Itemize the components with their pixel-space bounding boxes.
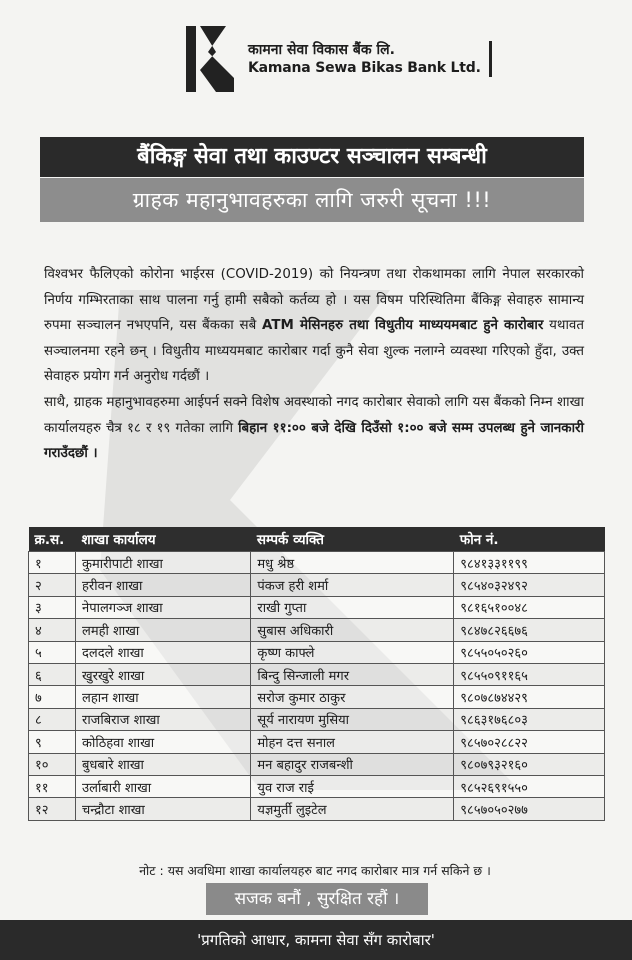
cell-contact: कृष्ण काफ्ले: [251, 641, 454, 663]
table-row: [29, 619, 605, 641]
cell-serial: ७: [29, 686, 76, 708]
cell-phone: ९८४१३३११९९: [454, 552, 605, 574]
cell-phone: ९८५५०९११६५: [454, 663, 605, 685]
cell-serial: २: [29, 574, 76, 596]
cell-contact: सुबास अधिकारी: [251, 619, 454, 641]
cell-branch: लहान शाखा: [76, 686, 251, 708]
cell-contact: सूर्य नारायण मुसिया: [251, 708, 454, 730]
cell-phone: ९८५७०२८८२२: [454, 731, 605, 753]
table-row: [29, 596, 605, 618]
cell-branch: कोठिहवा शाखा: [76, 731, 251, 753]
cell-serial: ५: [29, 641, 76, 663]
table-row: [29, 641, 605, 663]
cell-phone: ९८५४०३२४९२: [454, 574, 605, 596]
col-phone: फोन नं.: [454, 527, 605, 552]
cell-branch: नेपालगञ्ज शाखा: [76, 596, 251, 618]
cell-branch: राजबिराज शाखा: [76, 708, 251, 730]
cell-serial: ४: [29, 619, 76, 641]
cell-contact: सरोज कुमार ठाकुर: [251, 686, 454, 708]
cell-phone: ९८५५०५०२६०: [454, 641, 605, 663]
table-row: [29, 708, 605, 730]
cell-branch: लमही शाखा: [76, 619, 251, 641]
cell-serial: १२: [29, 798, 76, 820]
cell-phone: ९८५७०५०२७७: [454, 798, 605, 820]
notice-highlight-atm: ATM मेसिनहरु तथा विधुतीय माध्ययमबाट हुने कारोबार: [262, 318, 544, 334]
cell-phone: ९८०७८७४४२९: [454, 686, 605, 708]
cell-branch: हरीवन शाखा: [76, 574, 251, 596]
notice-title: बैंकिङ्ग सेवा तथा काउण्टर सञ्चालन सम्बन्धी: [40, 137, 584, 177]
notice-highlight-hours: बिहान ११:०० बजे देखि दिउँसो १:०० बजे सम्म उपलब्ध हुने जानकारी गराउँदछौं ।: [44, 420, 584, 462]
col-serial: क्र.स.: [29, 527, 76, 552]
col-contact: सम्पर्क व्यक्ति: [251, 527, 454, 552]
cell-contact: राखी गुप्ता: [251, 596, 454, 618]
cell-branch: उर्लाबारी शाखा: [76, 775, 251, 797]
col-branch: शाखा कार्यालय: [76, 527, 251, 552]
cell-serial: ८: [29, 708, 76, 730]
cell-serial: १: [29, 552, 76, 574]
cell-serial: ६: [29, 663, 76, 685]
cell-serial: ११: [29, 775, 76, 797]
cell-branch: खुरखुरे शाखा: [76, 663, 251, 685]
table-row: [29, 775, 605, 797]
cell-contact: मधु श्रेष्ठ: [251, 552, 454, 574]
table-row: [29, 552, 605, 574]
cell-serial: १०: [29, 753, 76, 775]
safety-slogan: सजक बनौं , सुरक्षित रहौं ।: [206, 883, 428, 915]
footnote: नोट : यस अवधिमा शाखा कार्यालयहरु बाट नगद कारोबार मात्र गर्न सकिने छ ।: [139, 863, 491, 878]
bank-name-nepali: कामना सेवा विकास बैंक लि.: [248, 42, 395, 58]
cell-contact: मोहन दत्त सनाल: [251, 731, 454, 753]
cell-phone: ९८५२६९१५५०: [454, 775, 605, 797]
cell-phone: ९८०७९३२१६०: [454, 753, 605, 775]
notice-body: [44, 262, 584, 467]
bank-name: [248, 41, 492, 77]
cell-contact: पंकज हरी शर्मा: [251, 574, 454, 596]
branch-table: [28, 527, 605, 821]
table-header-row: [29, 527, 605, 552]
cell-contact: युव राज राई: [251, 775, 454, 797]
table-row: [29, 686, 605, 708]
bank-name-english: Kamana Sewa Bikas Bank Ltd.: [248, 60, 481, 76]
cell-branch: बुधबारे शाखा: [76, 753, 251, 775]
footer-tagline: 'प्रगतिको आधार, कामना सेवा सँग कारोबार': [0, 920, 632, 960]
cell-serial: ९: [29, 731, 76, 753]
cell-contact: बिन्दु सिन्जाली मगर: [251, 663, 454, 685]
cell-serial: ३: [29, 596, 76, 618]
cell-contact: मन बहादुर राजबन्शी: [251, 753, 454, 775]
notice-paragraph-1-end: यथावत सञ्चालनमा रहने छन् । विधुतीय माध्ययमबाट कारोबार गर्दा कुनै सेवा शुल्क नलाग्ने व्यवस्था गरिएको हुँदा, उक्त सेवाहरु प्रयोग गर्न अनुरोध गर्दछौं ।: [44, 318, 584, 385]
table-row: [29, 574, 605, 596]
cell-branch: चन्द्रौटा शाखा: [76, 798, 251, 820]
cell-phone: ९८१६५१००४८: [454, 596, 605, 618]
cell-branch: कुमारीपाटी शाखा: [76, 552, 251, 574]
notice-paragraph-2: साथै, ग्राहक महानुभावहरुमा आईपर्न सक्ने विशेष अवस्थाको नगद कारोबार सेवाको लागि यस बैंकको निम्न शाखा कार्यालयहरु चैत्र १८ र १९ गतेका लागि: [44, 394, 584, 436]
table-row: [29, 798, 605, 820]
cell-branch: दलदले शाखा: [76, 641, 251, 663]
cell-phone: ९८४७८२६६७६: [454, 619, 605, 641]
table-row: [29, 731, 605, 753]
bank-logo-icon: [186, 26, 242, 92]
notice-paragraph-1: विश्वभर फैलिएको कोरोना भाईरस (COVID-2019) को नियन्त्रण तथा रोकथामका लागि नेपाल सरकारको निर्णय गम्भिरताका साथ पालना गर्नु हामी सबैको कर्तव्य हो । यस विषम परिस्थितिमा बैंकिङ्ग सेवाहरु सामान्य रुपमा सञ्चालन नभएपनि, यस बैंकका सबै: [44, 267, 584, 334]
bank-header: [186, 26, 492, 92]
table-body: [29, 552, 605, 821]
cell-contact: यज्ञमुर्ती लुइटेल: [251, 798, 454, 820]
notice-subtitle: ग्राहक महानुभावहरुका लागि जरुरी सूचना !!!: [40, 178, 584, 222]
table-row: [29, 753, 605, 775]
cell-phone: ९८६३१७६८०३: [454, 708, 605, 730]
table-row: [29, 663, 605, 685]
